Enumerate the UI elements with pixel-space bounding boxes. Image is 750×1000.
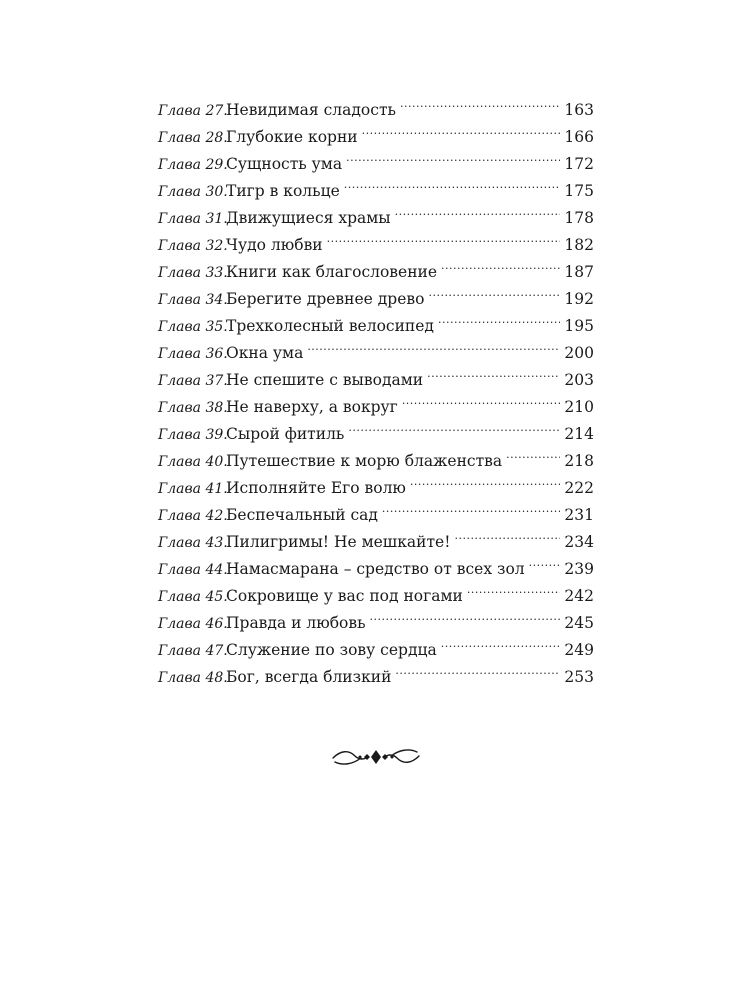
dot-leader <box>506 439 560 466</box>
dot-leader <box>307 331 560 358</box>
chapter-label: Глава 44. <box>158 562 228 578</box>
chapter-label: Глава 29. <box>158 157 228 173</box>
page-number: 222 <box>564 479 594 497</box>
page-number: 234 <box>564 533 594 551</box>
page-number: 172 <box>564 155 594 173</box>
chapter-label: Глава 28. <box>158 130 228 146</box>
page-number: 210 <box>564 398 594 416</box>
decorative-flourish-icon <box>331 744 421 770</box>
chapter-title: Бог, всегда близкий <box>226 668 392 686</box>
page-number: 239 <box>564 560 594 578</box>
chapter-title: Не наверху, а вокруг <box>226 398 398 416</box>
dot-leader <box>427 358 560 385</box>
dot-leader <box>346 142 560 169</box>
chapter-label: Глава 38. <box>158 400 228 416</box>
chapter-title: Чудо любви <box>226 236 323 254</box>
chapter-label: Глава 40. <box>158 454 228 470</box>
dot-leader <box>428 277 560 304</box>
chapter-title: Сырой фитиль <box>226 425 345 443</box>
chapter-title: Трехколесный велосипед <box>226 317 434 335</box>
chapter-label: Глава 47. <box>158 643 228 659</box>
chapter-label: Глава 48. <box>158 670 228 686</box>
dot-leader <box>467 574 561 601</box>
page-number: 245 <box>564 614 594 632</box>
dot-leader <box>348 412 560 439</box>
dot-leader <box>402 385 561 412</box>
chapter-label: Глава 32. <box>158 238 228 254</box>
dot-leader <box>400 88 560 115</box>
page-number: 214 <box>564 425 594 443</box>
chapter-label: Глава 35. <box>158 319 228 335</box>
chapter-label: Глава 46. <box>158 616 228 632</box>
page-number: 166 <box>564 128 594 146</box>
chapter-title: Тигр в кольце <box>226 182 340 200</box>
dot-leader <box>395 196 561 223</box>
chapter-title: Путешествие к морю блаженства <box>226 452 503 470</box>
chapter-title: Сущность ума <box>226 155 343 173</box>
chapter-label: Глава 37. <box>158 373 228 389</box>
page-number: 195 <box>564 317 594 335</box>
page-number: 178 <box>564 209 594 227</box>
chapter-title: Невидимая сладость <box>226 101 396 119</box>
chapter-label: Глава 41. <box>158 481 228 497</box>
page-number: 175 <box>564 182 594 200</box>
chapter-title: Движущиеся храмы <box>226 209 391 227</box>
dot-leader <box>344 169 561 196</box>
chapter-title: Намасмарана – средство от всех зол <box>226 560 525 578</box>
chapter-title: Служение по зову сердца <box>226 641 437 659</box>
chapter-label: Глава 36. <box>158 346 228 362</box>
dot-leader <box>441 628 561 655</box>
chapter-title: Книги как благословение <box>226 263 438 281</box>
page-number: 182 <box>564 236 594 254</box>
chapter-title: Глубокие корни <box>226 128 358 146</box>
page-number: 203 <box>564 371 594 389</box>
chapter-label: Глава 27. <box>158 103 228 119</box>
page-number: 187 <box>564 263 594 281</box>
chapter-title: Окна ума <box>226 344 304 362</box>
chapter-label: Глава 42. <box>158 508 228 524</box>
chapter-title: Пилигримы! Не мешкайте! <box>226 533 451 551</box>
dot-leader <box>438 304 560 331</box>
chapter-label: Глава 43. <box>158 535 228 551</box>
chapter-label: Глава 30. <box>158 184 228 200</box>
table-of-contents <box>158 88 594 686</box>
dot-leader <box>454 520 560 547</box>
chapter-title: Берегите древнее древо <box>226 290 425 308</box>
chapter-label: Глава 34. <box>158 292 228 308</box>
chapter-label: Глава 39. <box>158 427 228 443</box>
dot-leader <box>395 655 560 682</box>
chapter-title: Беспечальный сад <box>226 506 378 524</box>
dot-leader <box>529 547 561 574</box>
dot-leader <box>410 466 560 493</box>
page-number: 242 <box>564 587 594 605</box>
dot-leader <box>382 493 560 520</box>
dot-leader <box>327 223 561 250</box>
dot-leader <box>441 250 560 277</box>
page-number: 192 <box>564 290 594 308</box>
chapter-label: Глава 33. <box>158 265 228 281</box>
page-number: 218 <box>564 452 594 470</box>
toc-entry <box>158 88 594 119</box>
dot-leader <box>370 601 561 628</box>
page-number: 231 <box>564 506 594 524</box>
chapter-label: Глава 31. <box>158 211 228 227</box>
dot-leader <box>362 115 561 142</box>
chapter-label: Глава 45. <box>158 589 228 605</box>
chapter-title: Исполняйте Его волю <box>226 479 406 497</box>
chapter-title: Сокровище у вас под ногами <box>226 587 463 605</box>
page-number: 253 <box>564 668 594 686</box>
page-number: 249 <box>564 641 594 659</box>
page-number: 163 <box>564 101 594 119</box>
chapter-title: Не спешите с выводами <box>226 371 424 389</box>
chapter-title: Правда и любовь <box>226 614 366 632</box>
page-number: 200 <box>564 344 594 362</box>
